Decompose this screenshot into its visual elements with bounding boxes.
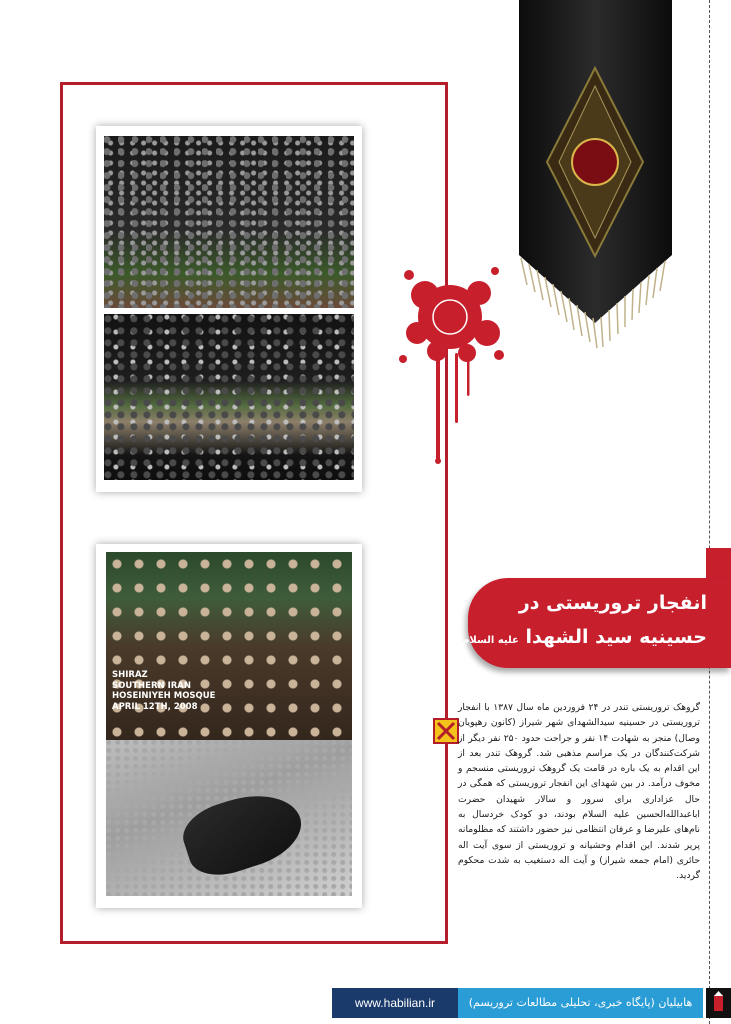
- article-title-main: حسینیه سید الشهدا: [525, 626, 707, 648]
- photo-card-top: [96, 126, 362, 492]
- title-tab-connector: [706, 548, 731, 578]
- hanging-banner: [519, 0, 679, 350]
- article-title-line2: [462, 626, 707, 648]
- habilian-logo-icon: [706, 988, 731, 1018]
- article-body: گروهک تروریستی تندر در ۲۴ فروردین ماه سال ۱۳۸۷ با انفجار تروریستی در حسینیه سیدالشهدای شهر شیراز (کانون رهپویان وصال) منجر به شهادت ۱۴ نفر و جراحت حدود ۲۵۰ نفر دیگر از شرکت‌کنندگان در یک مراسم مذهبی شد. گروهک تندر بعد از این اقدام به یک باره در قامت یک گروهک تروریستی منسجم و مخوف درآمد. در بین شهدای این انفجار تروریستی که همگی در حال عزاداری برای سرور و سالار شهیدان حضرت اباعبدالله‌الحسین علیه السلام بودند، دو کودک خردسال به نام‌های علیرضا و عرفان انتظامی نیز حضور داشتند که مظلومانه پرپر شدند. این اقدام وحشیانه و تروریستی از سوی آیت اله حائری (امام جمعه شیراز) و آیت اله دستغیب به شدت محکوم گردید.: [458, 702, 700, 882]
- article-title-tab: [462, 578, 731, 668]
- mourners-photo: [106, 552, 352, 740]
- crowd-photo-1: [104, 136, 354, 308]
- caption-region: SOUTHERN IRAN: [112, 680, 191, 691]
- caption-city: SHIRAZ: [112, 670, 148, 680]
- blood-splatter-icon: [395, 255, 505, 465]
- burnt-shoe: [176, 781, 310, 884]
- article-title-line1: انفجار تروریستی در: [518, 592, 707, 614]
- caption-place: HOSEINIYEH MOSQUE: [112, 691, 216, 701]
- footer-site-name: هابیلیان (پایگاه خبری، تحلیلی مطالعات تروریسم): [458, 988, 703, 1018]
- caption-date: APRIL 12TH, 2008: [112, 701, 198, 712]
- photo-card-bottom: [96, 544, 362, 908]
- crowd-photo-2: [104, 314, 354, 480]
- ornament-icon: [433, 718, 459, 744]
- article-title-suffix: علیه السلام: [462, 635, 519, 646]
- vertical-divider: [709, 0, 710, 1024]
- footer-url-link[interactable]: www.habilian.ir: [332, 988, 458, 1018]
- photo-caption: [112, 670, 215, 712]
- debris-photo: [106, 740, 352, 896]
